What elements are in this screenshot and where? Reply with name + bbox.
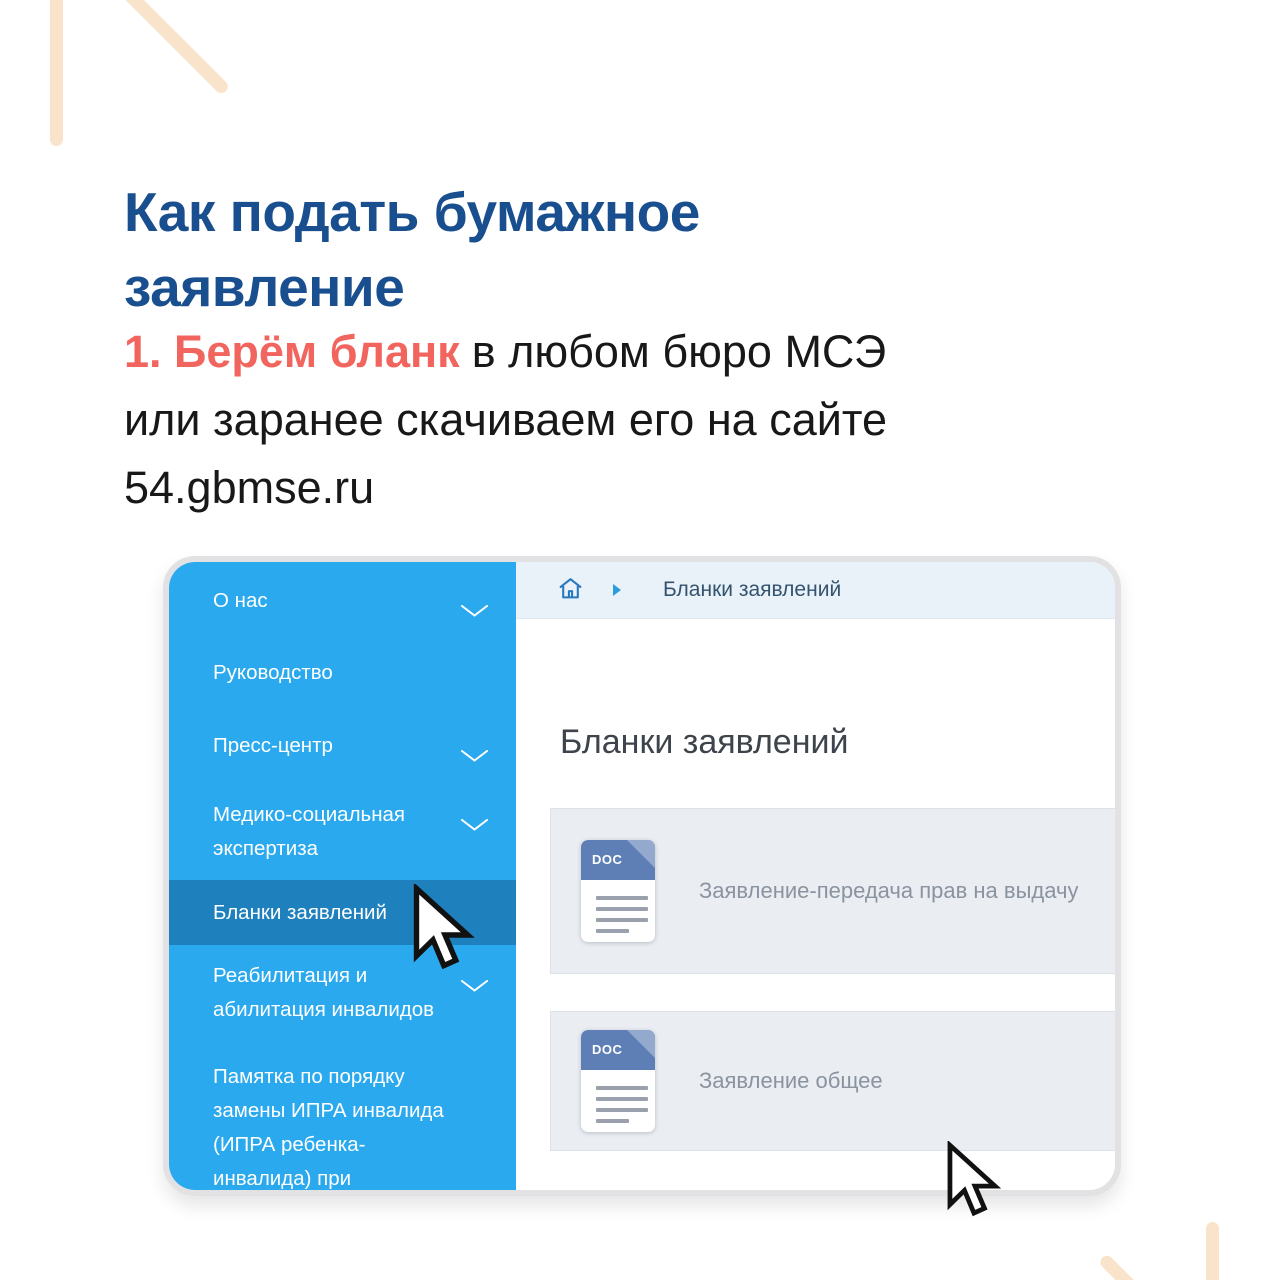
sidebar-item-application-forms-selected[interactable]: [169, 880, 516, 945]
page-title-line1: Как подать бумажное: [124, 180, 700, 243]
doc-icon-header: [581, 840, 655, 880]
page-title: [124, 175, 700, 325]
doc-icon-text-lines: [596, 1086, 648, 1130]
sidebar-item-label: Бланки заявлений: [213, 901, 387, 924]
doc-icon-badge: DOC: [592, 1042, 623, 1057]
sidebar-item-label: Пресс-центр: [213, 734, 333, 757]
step-1-line1-rest: в любом бюро МСЭ: [471, 326, 887, 377]
doc-icon-fold: [627, 1030, 655, 1058]
doc-file-icon: [581, 840, 655, 942]
chevron-down-icon[interactable]: [461, 969, 488, 1003]
content-heading: Бланки заявлений: [560, 723, 849, 761]
chevron-down-icon[interactable]: [461, 594, 488, 628]
decor-line-top-left-vertical: [50, 0, 63, 146]
sidebar-item-medical-social-expertise[interactable]: [213, 798, 480, 866]
document-title: Заявление общее: [699, 1068, 883, 1093]
sidebar-item-management[interactable]: [213, 656, 480, 690]
sidebar-item-label: Реабилитация и абилитация инвалидов: [213, 964, 435, 1021]
doc-icon-badge: DOC: [592, 852, 623, 867]
chevron-down-icon[interactable]: [461, 739, 488, 773]
sidebar-item-label: Медико-социальная экспертиза: [213, 803, 406, 860]
sidebar-nav: [169, 562, 516, 1190]
breadcrumb: [516, 562, 1115, 619]
step-1-highlight: 1. Берём бланк: [124, 326, 460, 377]
breadcrumb-arrow-icon: [613, 584, 621, 596]
doc-file-icon: [581, 1030, 655, 1132]
step-1-line2: или заранее скачиваем его на сайте: [124, 394, 888, 445]
chevron-down-icon[interactable]: [461, 808, 488, 842]
page-title-line2: заявление: [124, 255, 405, 318]
breadcrumb-current[interactable]: Бланки заявлений: [663, 578, 842, 601]
content-area: [516, 619, 1115, 1190]
sidebar-item-about[interactable]: [213, 584, 480, 618]
decor-line-top-left-diagonal: [114, 0, 231, 96]
sidebar-item-label: О нас: [213, 589, 268, 612]
decor-line-bottom-right-diagonal: [1098, 1253, 1157, 1280]
doc-icon-fold: [627, 840, 655, 868]
main-pane: [516, 562, 1115, 1190]
document-row-general[interactable]: [550, 1011, 1115, 1151]
step-1-line3: 54.gbmse.ru: [124, 462, 375, 513]
home-icon[interactable]: [558, 576, 583, 605]
decor-line-bottom-right-vertical: [1206, 1222, 1219, 1280]
sidebar-item-rehabilitation[interactable]: [213, 959, 480, 1027]
document-title: Заявление-передача прав на выдачу: [699, 878, 1079, 903]
sidebar-item-press-center[interactable]: [213, 729, 480, 763]
step-1-text: [124, 318, 1184, 522]
sidebar-item-label: Памятка по порядку замены ИПРА инвалида (ИПРА ребенка-инвалида) при: [213, 1065, 444, 1190]
sidebar-item-label: Руководство: [213, 661, 333, 684]
doc-icon-header: [581, 1030, 655, 1070]
document-row-transfer[interactable]: [550, 808, 1115, 974]
doc-icon-text-lines: [596, 896, 648, 940]
website-screenshot-card: [163, 556, 1121, 1196]
sidebar-item-ipra-memo[interactable]: [213, 1060, 480, 1196]
